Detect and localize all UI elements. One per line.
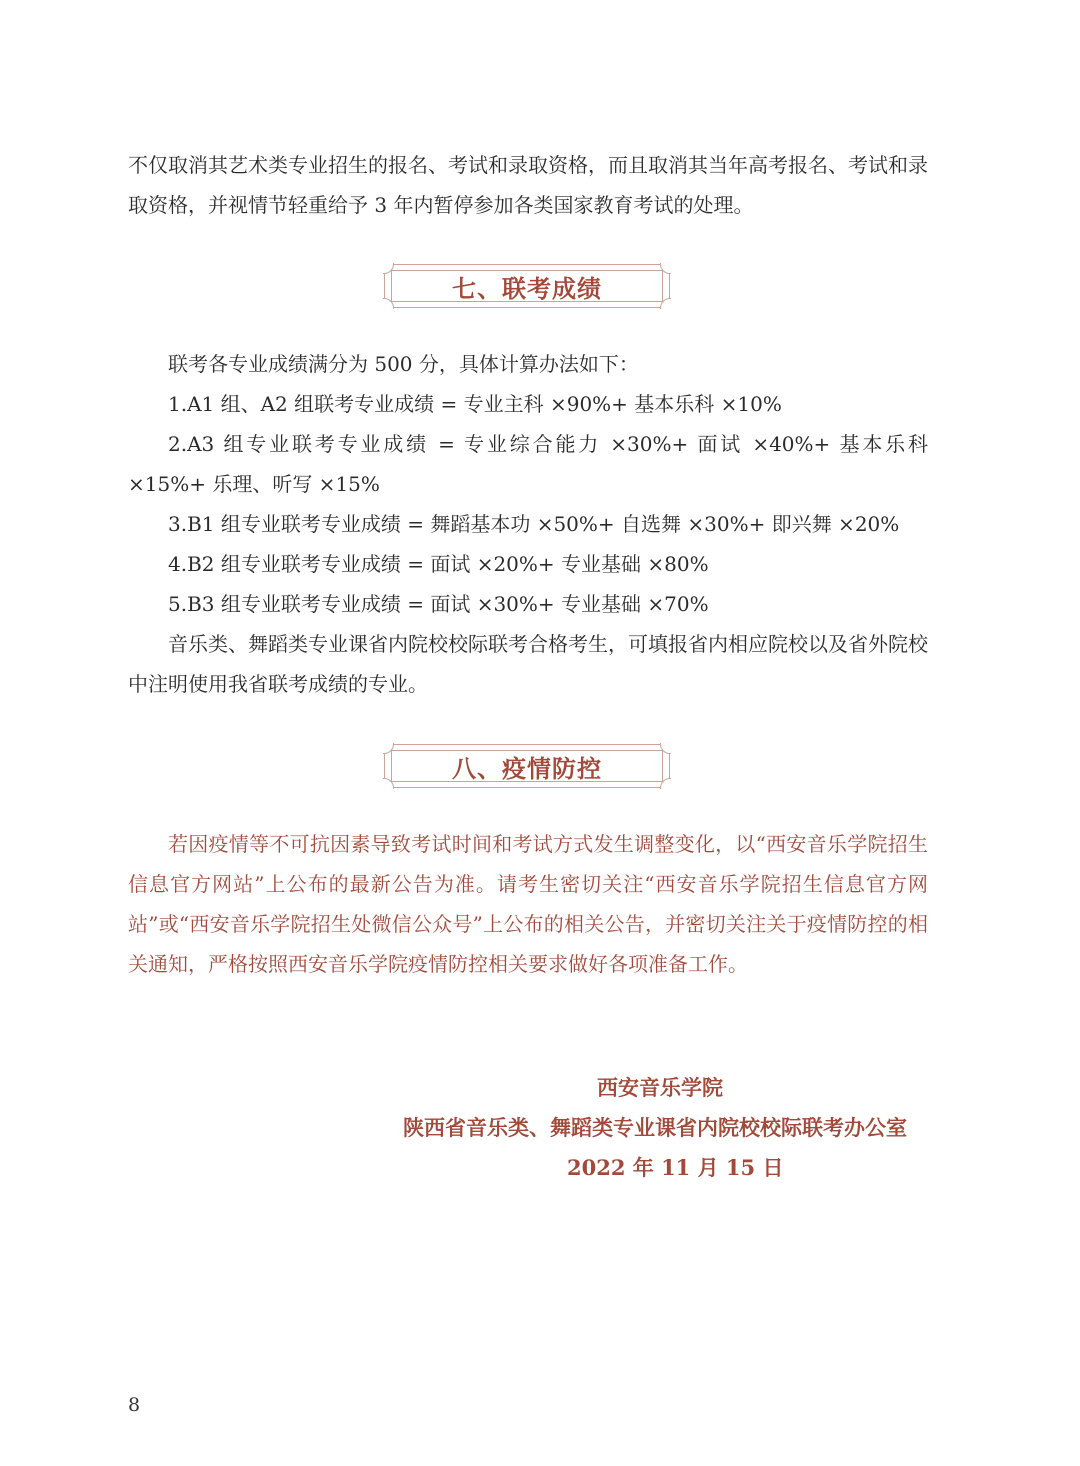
section-8-heading — [384, 744, 670, 788]
section-8-title: 八、疫情防控 — [452, 754, 602, 783]
signature-date: 2022 年 11 月 15 日 — [567, 1155, 784, 1180]
score-item-5: 5.B3 组专业联考专业成绩 = 面试 ×30%+ 专业基础 ×70% — [168, 592, 709, 616]
score-note: 音乐类、舞蹈类专业课省内院校校际联考合格考生，可填报省内相应院校以及省外院校中注明使用我省联考成绩的专业。 — [128, 632, 928, 696]
section-7-title: 七、联考成绩 — [452, 274, 602, 303]
score-item-3: 3.B1 组专业联考专业成绩 = 舞蹈基本功 ×50%+ 自选舞 ×30%+ 即兴舞 ×20% — [168, 512, 900, 536]
epidemic-paragraph: 若因疫情等不可抗因素导致考试时间和考试方式发生调整变化，以“西安音乐学院招生信息官方网站”上公布的最新公告为准。请考生密切关注“西安音乐学院招生信息官方网站”或“西安音乐学院招生处微信公众号”上公布的相关公告，并密切关注关于疫情防控的相关通知，严格按照西安音乐学院疫情防控相关要求做好各项准备工作。 — [128, 832, 928, 976]
score-item-2: 2.A3 组专业联考专业成绩 = 专业综合能力 ×30%+ 面试 ×40%+ 基本乐科 ×15%+ 乐理、听写 ×15% — [128, 432, 928, 496]
signature-institution: 西安音乐学院 — [597, 1075, 723, 1100]
score-lead: 联考各专业成绩满分为 500 分，具体计算办法如下： — [168, 352, 639, 376]
section-7-heading — [384, 264, 670, 308]
intro-paragraph: 不仅取消其艺术类专业招生的报名、考试和录取资格，而且取消其当年高考报名、考试和录取资格，并视情节轻重给予 3 年内暂停参加各类国家教育考试的处理。 — [128, 153, 928, 217]
score-item-4: 4.B2 组专业联考专业成绩 = 面试 ×20%+ 专业基础 ×80% — [168, 552, 709, 576]
score-item-1: 1.A1 组、A2 组联考专业成绩 = 专业主科 ×90%+ 基本乐科 ×10% — [168, 392, 782, 416]
page-number: 8 — [128, 1394, 141, 1416]
signature-office: 陕西省音乐类、舞蹈类专业课省内院校校际联考办公室 — [403, 1115, 907, 1140]
